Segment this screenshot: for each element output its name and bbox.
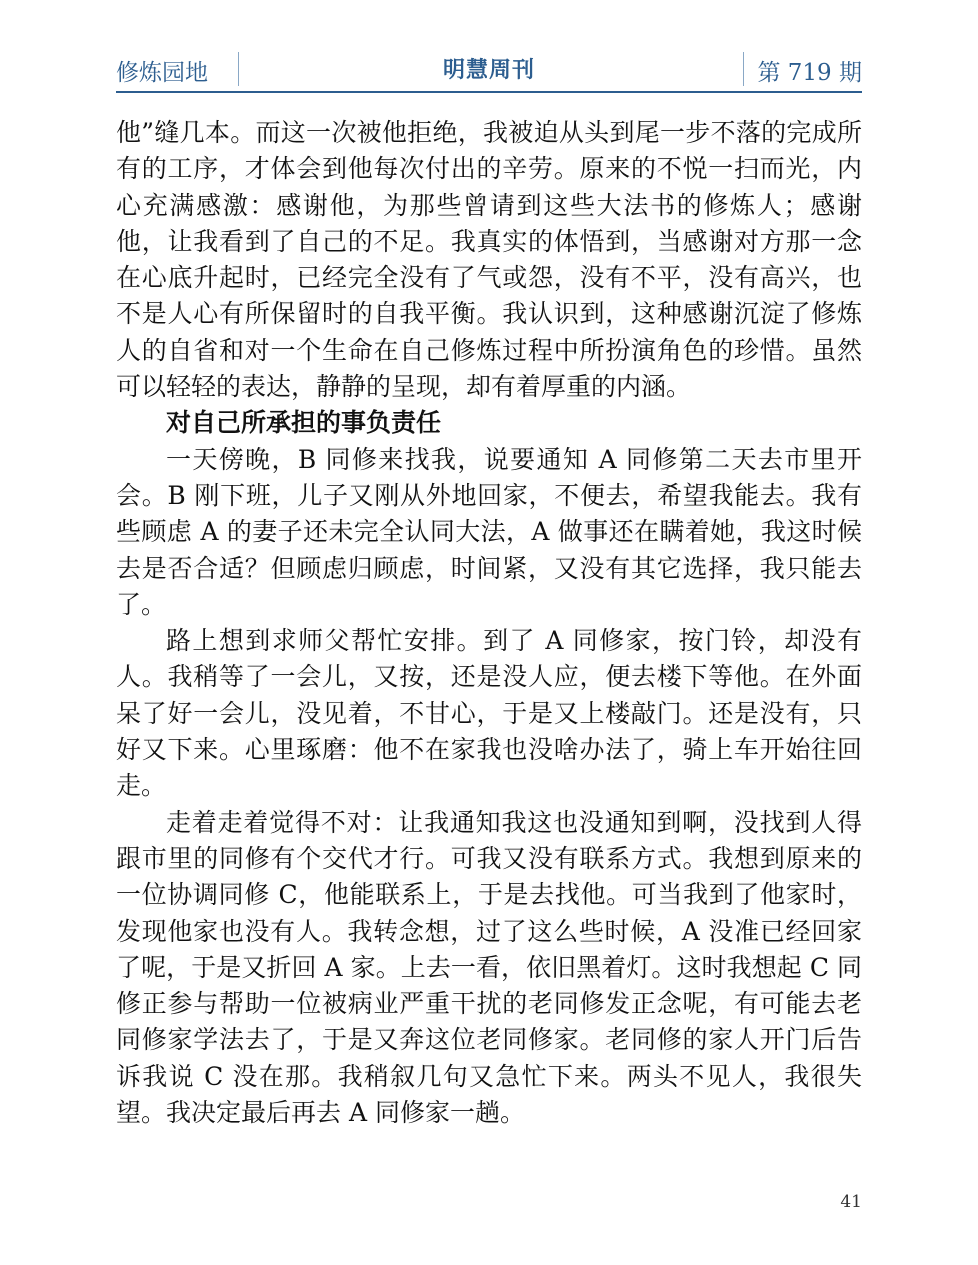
article-body [116,115,862,1131]
issue-number: 第 719 期 [757,60,862,86]
paragraph-continued: 他”缝几本。而这一次被他拒绝，我被迫从头到尾一步不落的完成所有的工序，才体会到他每次付出的辛劳。原来的不悦一扫而光，内心充满感激：感谢他，为那些曾请到这些大法书的修炼人；感谢他，让我看到了自己的不足。我真实的体悟到，当感谢对方那一念在心底升起时，已经完全没有了气或怨，没有不平，没有高兴，也不是人心有所保留时的自我平衡。我认识到，这种感谢沉淀了修炼人的自省和对一个生命在自己修炼过程中所扮演角色的珍惜。虽然可以轻轻的表达，静静的呈现，却有着厚重的内涵。 [116,118,862,402]
paragraph: 走着走着觉得不对：让我通知我这也没通知到啊，没找到人得跟市里的同修有个交代才行。可我又没有联系方式。我想到原来的一位协调同修 C，他能联系上，于是去找他。可当我到了他家时，发现他家也没有人。我转念想，过了这么些时候，A 没准已经回家了呢，于是又折回 A 家。上去一看，依旧黑着灯。这时我想起 C 同修正参与帮助一位被病业严重干扰的老同修发正念呢，有可能去老同修家学法去了，于是又奔这位老同修家。老同修的家人开门后告诉我说 C 没在那。我稍叙几句又急忙下来。两头不见人，我很失望。我决定最后再去 A 同修家一趟。 [116,807,862,1128]
page-number: 41 [840,1192,862,1212]
section-title: 修炼园地 [116,60,208,86]
section-heading: 对自己所承担的事负责任 [166,408,442,438]
header-rule [116,91,862,93]
paragraph: 一天傍晚，B 同修来找我，说要通知 A 同修第二天去市里开会。B 刚下班，儿子又刚从外地回家，不便去，希望我能去。我有些顾虑 A 的妻子还未完全认同大法，A 做事还在瞒着她，我这时候去是否合适？但顾虑归顾虑，时间紧，又没有其它选择，我只能去了。 [116,444,862,619]
page-header [116,50,862,92]
paragraph: 路上想到求师父帮忙安排。到了 A 同修家，按门铃，却没有人。我稍等了一会儿，又按，还是没人应，便去楼下等他。在外面呆了好一会儿，没见着，不甘心，于是又上楼敲门。还是没有，只好又下来。心里琢磨：他不在家我也没啥办法了，骑上车开始往回走。 [116,626,862,801]
header-divider-right [743,52,744,86]
publication-title: 明慧周刊 [442,58,535,83]
